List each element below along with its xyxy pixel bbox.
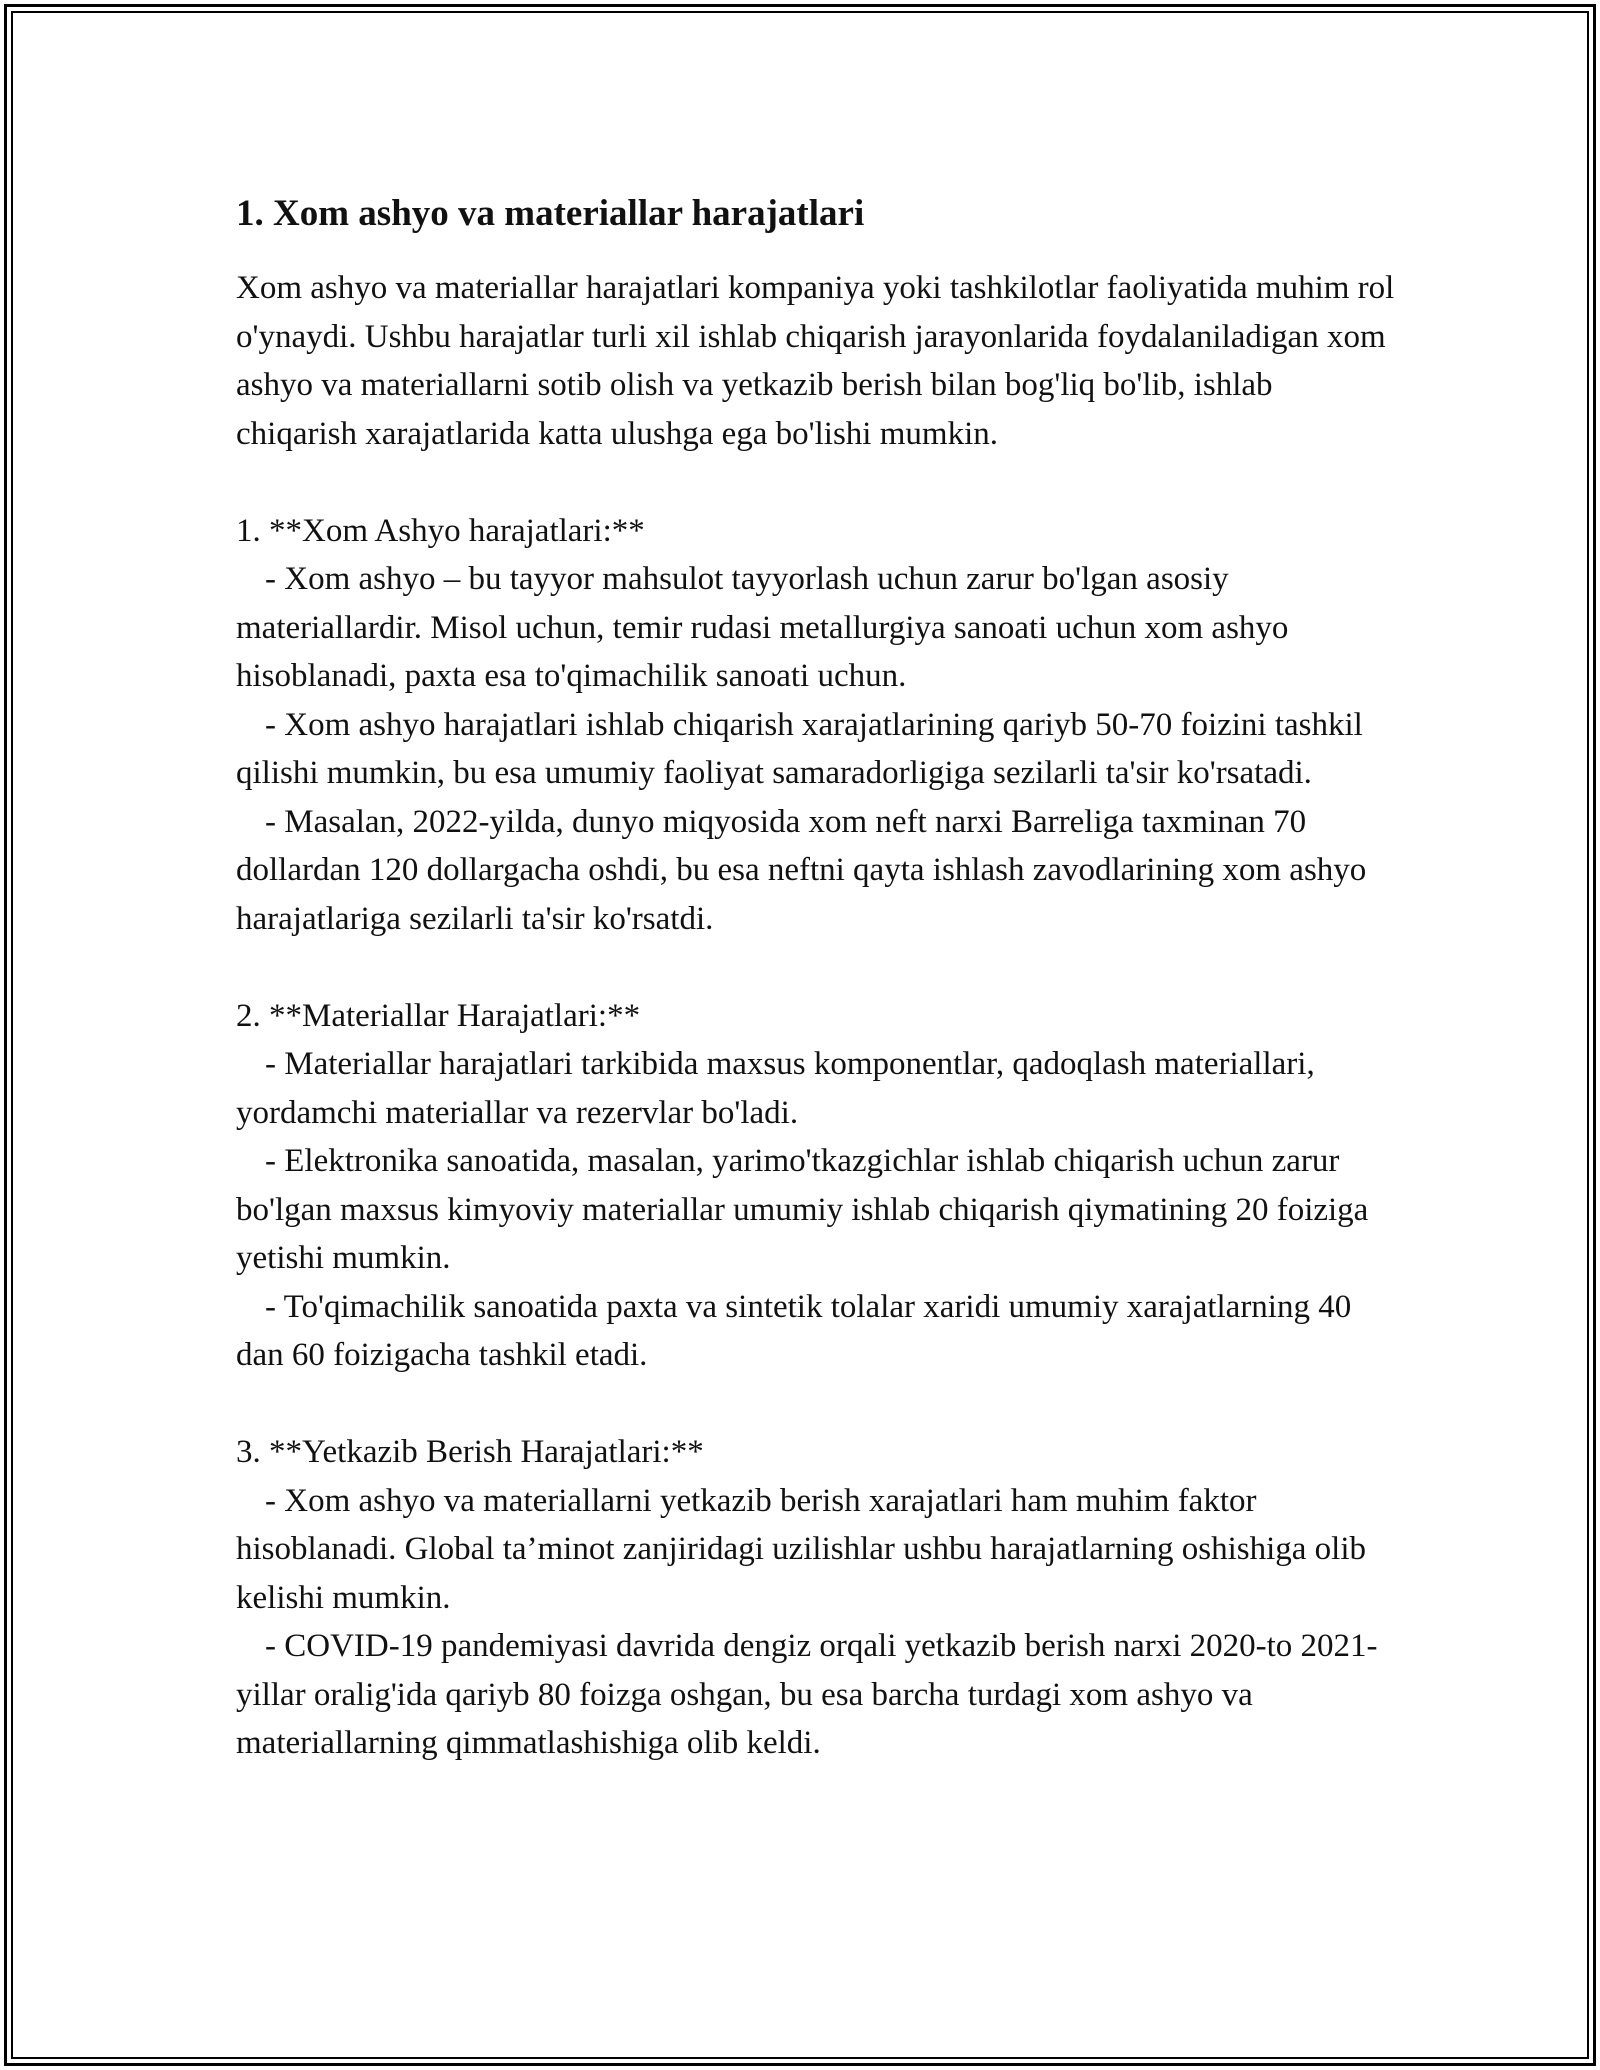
bullet-text: - Xom ashyo va materiallarni yetkazib berish xarajatlari ham muhim faktor hisoblanadi. Global ta’minot zanjiridagi uzilishlar ushbu harajatlarning oshishiga olib kelishi mumkin. — [236, 1482, 1367, 1616]
document-body — [236, 186, 1396, 1768]
section-delivery — [236, 1428, 1396, 1768]
list-item — [236, 1477, 1396, 1623]
list-item — [236, 1137, 1396, 1283]
spacer — [236, 1380, 1396, 1429]
document-title: 1. Xom ashyo va materiallar harajatlari — [236, 193, 865, 234]
bullet-text: - Elektronika sanoatida, masalan, yarimo'tkazgichlar ishlab chiqarish uchun zarur bo'lgan maxsus kimyoviy materiallar umumiy ishlab chiqarish qiymatining 20 foiziga yetishi mumkin. — [236, 1143, 1369, 1276]
spacer — [236, 943, 1396, 992]
section-raw-materials — [236, 507, 1396, 944]
bullet-text: - Xom ashyo – bu tayyor mahsulot tayyorlash uchun zarur bo'lgan asosiy materiallardir. Misol uchun, temir rudasi metallurgiya sanoati uchun xom ashyo hisoblanadi, paxta esa to'qimachilik sanoati uchun. — [236, 561, 1289, 694]
bullet-text: - Xom ashyo harajatlari ishlab chiqarish xarajatlarining qariyb 50-70 foizini tashkil qilishi mumkin, bu esa umumiy faoliyat samaradorligiga sezilarli ta'sir ko'rsatadi. — [236, 706, 1363, 791]
list-item — [236, 555, 1396, 701]
list-item — [236, 701, 1396, 798]
list-item — [236, 1040, 1396, 1137]
section-materials — [236, 992, 1396, 1380]
bullet-text: - To'qimachilik sanoatida paxta va sintetik tolalar xaridi umumiy xarajatlarning 40 dan 60 foizigacha tashkil etadi. — [236, 1288, 1352, 1373]
section-heading: 3. **Yetkazib Berish Harajatlari:** — [236, 1434, 704, 1470]
section-heading: 2. **Materiallar Harajatlari:** — [236, 997, 641, 1034]
intro-paragraph: Xom ashyo va materiallar harajatlari kompaniya yoki tashkilotlar faoliyatida muhim rol o'ynaydi. Ushbu harajatlar turli xil ishlab chiqarish jarayonlarida foydalaniladigan xom ashyo va materiallarni sotib olish va yetkazib berish bilan bog'liq bo'lib, ishlab chiqarish xarajatlarida katta ulushga ega bo'lishi mumkin. — [236, 270, 1395, 452]
spacer — [236, 458, 1396, 507]
bullet-text: - COVID-19 pandemiyasi davrida dengiz orqali yetkazib berish narxi 2020-to 2021-yillar oralig'ida qariyb 80 foizga oshgan, bu esa barcha turdagi xom ashyo va materiallarning qimmatlashishiga olib keldi. — [236, 1628, 1378, 1761]
list-item — [236, 1622, 1396, 1768]
section-heading: 1. **Xom Ashyo harajatlari:** — [236, 512, 645, 549]
list-item — [236, 1283, 1396, 1380]
bullet-text: - Masalan, 2022-yilda, dunyo miqyosida xom neft narxi Barreliga taxminan 70 dollardan 120 dollargacha oshdi, bu esa neftni qayta ishlash zavodlarining xom ashyo harajatlariga sezilarli ta'sir ko'rsatdi. — [236, 803, 1367, 937]
bullet-text: - Materiallar harajatlari tarkibida maxsus komponentlar, qadoqlash materiallari, yordamchi materiallar va rezervlar bo'ladi. — [236, 1046, 1315, 1131]
list-item — [236, 798, 1396, 944]
